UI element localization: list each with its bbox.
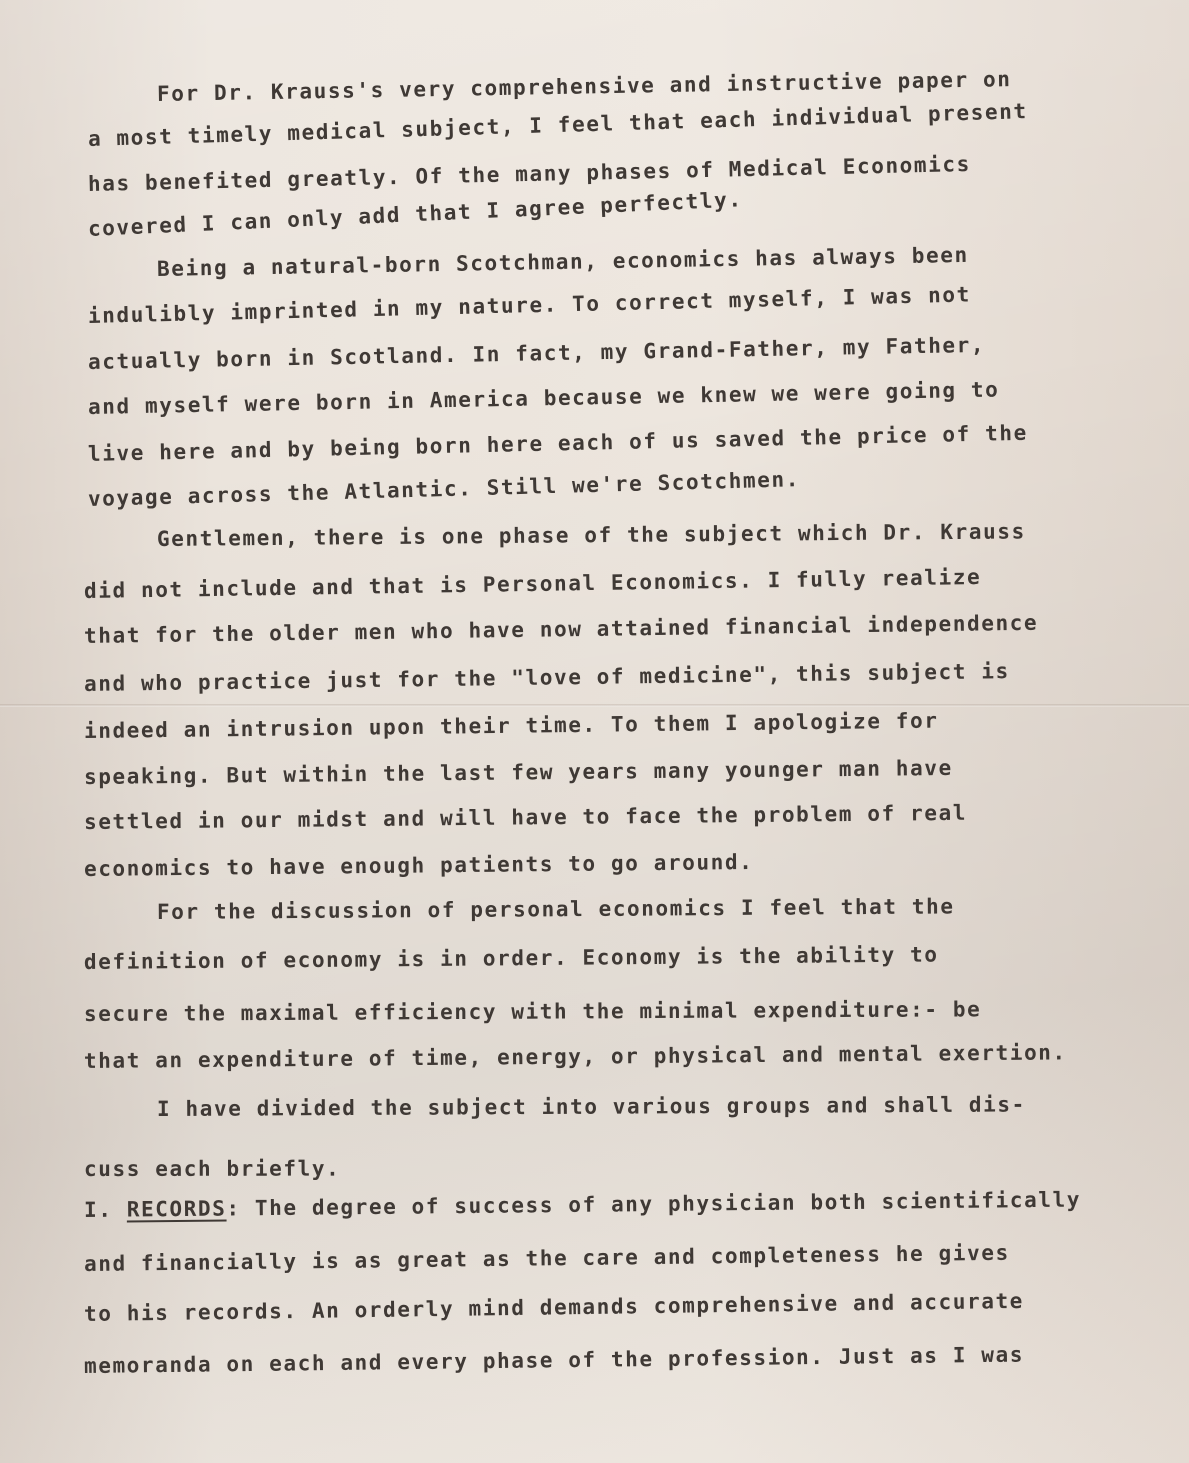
section-1-line-3: to his records. An orderly mind demands comprehensive and accurate bbox=[83, 1288, 1025, 1326]
paragraph-3-line-7: settled in our midst and will have to face the problem of real bbox=[83, 800, 968, 834]
paragraph-5-line-2: cuss each briefly. bbox=[83, 1156, 341, 1181]
section-1-line-2: and financially is as great as the care and completeness he gives bbox=[83, 1240, 1010, 1276]
paragraph-4-line-3: secure the maximal efficiency with the minimal expenditure:- be bbox=[83, 997, 982, 1026]
paragraph-1-line-3: has benefited greatly. Of the many phases of Medical Economics bbox=[87, 151, 972, 196]
section-1-line-4: memoranda on each and every phase of the profession. Just as I was bbox=[83, 1342, 1025, 1378]
paragraph-4-line-2: definition of economy is in order. Economy is the ability to bbox=[83, 942, 939, 974]
paragraph-5-line-1: I have divided the subject into various groups and shall dis- bbox=[156, 1092, 1026, 1121]
paragraph-3-line-3: that for the older men who have now attained financial independence bbox=[83, 610, 1039, 648]
paragraph-2-line-4: and myself were born in America because we knew we were going to bbox=[87, 377, 1000, 419]
paragraph-1-line-1: For Dr. Krauss's very comprehensive and instructive paper on bbox=[156, 67, 1012, 106]
paragraph-2-line-6: voyage across the Atlantic. Still we're Scotchmen. bbox=[87, 467, 801, 511]
paragraph-3-line-1: Gentlemen, there is one phase of the subject which Dr. Krauss bbox=[156, 519, 1026, 551]
paragraph-1-line-2: a most timely medical subject, I feel that each individual present bbox=[87, 99, 1028, 151]
section-1-heading: RECORDS bbox=[126, 1196, 227, 1222]
section-1-line-1 bbox=[84, 1186, 1081, 1224]
paragraph-3-line-8: economics to have enough patients to go around. bbox=[83, 849, 754, 881]
paragraph-2-line-2: indulibly imprinted in my nature. To correct myself, I was not bbox=[87, 282, 972, 328]
paragraph-3-line-6: speaking. But within the last few years many younger man have bbox=[83, 755, 953, 789]
paragraph-3-line-4: and who practice just for the "love of medicine", this subject is bbox=[83, 659, 1010, 696]
section-1-number: I. bbox=[83, 1197, 113, 1222]
section-1-heading-punct: : bbox=[226, 1196, 241, 1221]
paragraph-2-line-1: Being a natural-born Scotchman, economics has always been bbox=[156, 242, 969, 281]
section-1-line-1-rest: The degree of success of any physician both scientifically bbox=[240, 1187, 1082, 1221]
paragraph-3-line-5: indeed an intrusion upon their time. To them I apologize for bbox=[83, 708, 939, 743]
paragraph-4-line-4: that an expenditure of time, energy, or physical and mental exertion. bbox=[83, 1040, 1067, 1073]
paragraph-1-line-4: covered I can only add that I agree perfectly. bbox=[87, 187, 744, 241]
paper-fold-crease bbox=[0, 704, 1189, 707]
paragraph-2-line-5: live here and by being born here each of us saved the price of the bbox=[87, 420, 1029, 466]
paragraph-3-line-2: did not include and that is Personal Economics. I fully realize bbox=[83, 564, 982, 603]
paragraph-4-line-1: For the discussion of personal economics I feel that the bbox=[156, 894, 955, 924]
paragraph-2-line-3: actually born in Scotland. In fact, my Grand-Father, my Father, bbox=[87, 332, 986, 374]
